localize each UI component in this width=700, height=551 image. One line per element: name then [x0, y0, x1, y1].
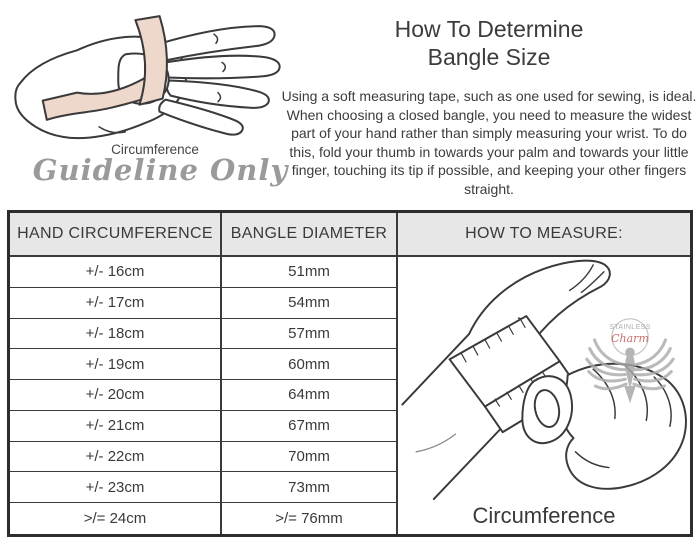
- brand-logo: [582, 315, 678, 409]
- bangle-diameter-cell: 51mm: [222, 257, 398, 288]
- hand-circumference-cell: +/- 19cm: [10, 349, 222, 380]
- hand-circumference-cell: +/- 17cm: [10, 288, 222, 319]
- hand-circumference-cell: +/- 20cm: [10, 380, 222, 411]
- bangle-size-table: [7, 210, 693, 537]
- bangle-diameter-cell: 54mm: [222, 288, 398, 319]
- bangle-diameter-cell: 60mm: [222, 349, 398, 380]
- hand-tape-illustration: [6, 4, 294, 150]
- how-to-measure-panel: [398, 257, 690, 534]
- hand-circumference-cell: +/- 21cm: [10, 411, 222, 442]
- hand-circumference-cell: +/- 18cm: [10, 319, 222, 350]
- page-title-line2: Bangle Size: [427, 44, 551, 70]
- brand-name-stainless: STAINLESS: [609, 324, 651, 331]
- column-header-hand-circumference: HAND CIRCUMFERENCE: [10, 213, 222, 257]
- measure-circumference-label: Circumference: [472, 503, 616, 528]
- brand-name-charm: Charm: [611, 332, 649, 345]
- hand-circumference-cell: +/- 22cm: [10, 442, 222, 473]
- hand-circumference-cell: >/= 24cm: [10, 503, 222, 534]
- bangle-diameter-cell: 64mm: [222, 380, 398, 411]
- hand-with-tape-icon: [6, 4, 294, 150]
- guideline-only-watermark: Guideline Only: [32, 153, 289, 187]
- column-header-bangle-diameter: BANGLE DIAMETER: [222, 213, 398, 257]
- page-title-line1: How To Determine: [394, 16, 584, 42]
- column-header-how-to-measure: HOW TO MEASURE:: [398, 213, 690, 257]
- bangle-diameter-cell: 67mm: [222, 411, 398, 442]
- page-title: [289, 15, 689, 71]
- bangle-diameter-cell: 57mm: [222, 319, 398, 350]
- instructions-paragraph: Using a soft measuring tape, such as one used for sewing, is ideal. When choosing a closed bangle, you need to measure the widest part of your hand rather than simply measuring your wrist. To do this, fold your thumb in towards your palm and towards your little finger, touching its tip if possible, and keeping your other fingers straight.: [281, 88, 697, 197]
- hand-circumference-cell: +/- 23cm: [10, 472, 222, 503]
- bangle-diameter-cell: >/= 76mm: [222, 503, 398, 534]
- left-circumference-label: Circumference: [111, 142, 199, 157]
- bangle-diameter-cell: 70mm: [222, 442, 398, 473]
- hand-circumference-cell: +/- 16cm: [10, 257, 222, 288]
- bangle-diameter-cell: 73mm: [222, 472, 398, 503]
